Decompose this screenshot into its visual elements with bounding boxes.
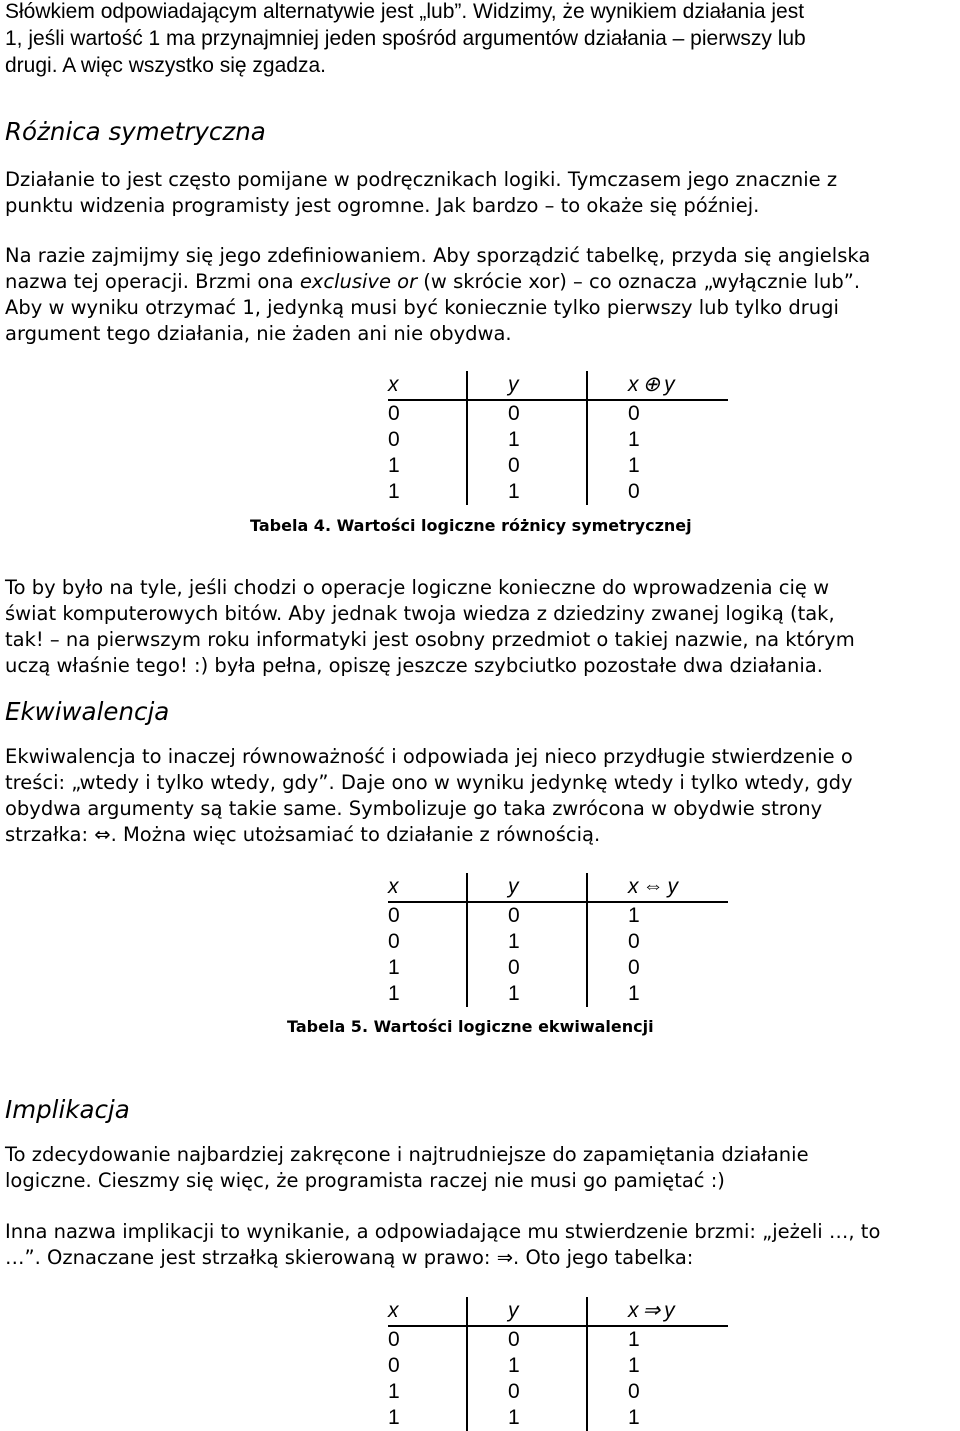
text-line: To by było na tyle, jeśli chodzi o operacje logiczne konieczne do wprowadzenia cię w [5, 576, 830, 599]
equivalence-symbol: ⇔ [642, 875, 664, 898]
xor-paragraph-1 [5, 167, 955, 219]
table-cell: 0 [467, 1379, 587, 1405]
text-line: argument tego działania, nie żaden ani nie obydwa. [5, 322, 512, 345]
header-part: x [628, 373, 639, 396]
text-line: świat komputerowych bitów. Aby jednak twoja wiedza z dziedziny zwanej logiką (tak, [5, 602, 835, 625]
table-cell: 0 [628, 480, 640, 503]
section-heading-xor: Różnica symetryczna [5, 117, 266, 146]
text-span: . Oto jego tabelka: [513, 1246, 694, 1269]
table-cell: 0 [467, 400, 587, 427]
text-span: nazwa tej operacji. Brzmi ona [5, 270, 300, 293]
table-cell: 1 [388, 981, 467, 1007]
table-row [388, 400, 728, 427]
text-emphasis: exclusive or [299, 270, 418, 293]
table-header-row [388, 1297, 728, 1326]
truth-table-xor [388, 371, 728, 505]
table-row [388, 479, 728, 505]
text-line: To zdecydowanie najbardziej zakręcone i najtrudniejsze do zapamiętania działanie [5, 1143, 809, 1166]
table-cell: 1 [388, 453, 467, 479]
text-line: obydwa argumenty są takie same. Symbolizuje go taka zwrócona w obydwie strony [5, 797, 823, 820]
section-heading-equivalence: Ekwiwalencja [5, 697, 170, 726]
table-cell: 1 [628, 428, 640, 451]
column-header-x: x [388, 371, 467, 400]
equivalence-paragraph [5, 744, 955, 848]
table-cell: 1 [628, 1328, 640, 1351]
table-cell: 1 [628, 1406, 640, 1429]
table-cell: 1 [467, 1353, 587, 1379]
xor-symbol: ⊕ [642, 373, 661, 396]
column-header-result [587, 1297, 728, 1326]
text-line: Ekwiwalencja to inaczej równoważność i odpowiada jej nieco przydługie stwierdzenie o [5, 745, 853, 768]
section-heading-implication: Implikacja [5, 1095, 130, 1124]
table-cell: 0 [388, 1326, 467, 1353]
column-header-result [587, 371, 728, 400]
text-span: (w skrócie xor) – co oznacza „wyłącznie lub”. [417, 270, 861, 293]
implication-symbol: ⇒ [496, 1246, 514, 1269]
table-caption-4: Tabela 4. Wartości logiczne różnicy symetrycznej [250, 516, 692, 535]
table-cell: 1 [467, 929, 587, 955]
header-part: y [667, 875, 678, 898]
header-part: x [628, 875, 639, 898]
table-cell: 1 [628, 904, 640, 927]
table-row [388, 1353, 728, 1379]
table-row [388, 1405, 728, 1431]
table-cell: 1 [467, 427, 587, 453]
text-line: logiczne. Cieszmy się więc, że programista raczej nie musi go pamiętać :) [5, 1169, 725, 1192]
column-header-y: y [467, 371, 587, 400]
truth-table-implication [388, 1297, 728, 1431]
intro-line: drugi. A więc wszystko się zgadza. [5, 54, 326, 77]
table-cell: 0 [628, 402, 640, 425]
truth-table-equivalence [388, 873, 728, 1007]
table-cell: 0 [467, 1326, 587, 1353]
implication-paragraph-1 [5, 1142, 955, 1194]
table-cell: 1 [388, 1405, 467, 1431]
table-cell: 1 [467, 1405, 587, 1431]
table-row [388, 902, 728, 929]
implication-paragraph-2 [5, 1219, 955, 1271]
text-line: Działanie to jest często pomijane w podręcznikach logiki. Tymczasem jego znacznie z [5, 168, 838, 191]
text-line: punktu widzenia programisty jest ogromne. Jak bardzo – to okaże się później. [5, 194, 760, 217]
text-line: Na razie zajmijmy się jego zdefiniowaniem. Aby sporządzić tabelkę, przyda się angielska [5, 244, 871, 267]
text-line: Aby w wyniku otrzymać 1, jedynką musi być koniecznie tylko pierwszy lub tylko drugi [5, 296, 839, 319]
text-line [5, 269, 955, 295]
text-span: …”. Oznaczane jest strzałką skierowaną w prawo: [5, 1246, 497, 1269]
table-cell: 1 [467, 981, 587, 1007]
table-row [388, 955, 728, 981]
header-part: y [664, 1299, 675, 1322]
table-row [388, 427, 728, 453]
text-line: treści: „wtedy i tylko wtedy, gdy”. Daje ono w wyniku jedynkę wtedy i tylko wtedy, gdy [5, 771, 853, 794]
table-cell: 1 [388, 1379, 467, 1405]
table-cell: 1 [628, 454, 640, 477]
table-cell: 0 [388, 902, 467, 929]
table-cell: 0 [467, 902, 587, 929]
column-header-y: y [467, 873, 587, 902]
header-part: x [628, 1299, 639, 1322]
column-header-y: y [467, 1297, 587, 1326]
table-cell: 0 [628, 956, 640, 979]
xor-paragraph-2 [5, 243, 955, 347]
table-cell: 1 [388, 479, 467, 505]
text-line: uczą właśnie tego! :) była pełna, opiszę jeszcze szybciutko pozostałe dwa działania. [5, 654, 823, 677]
intro-line: 1, jeśli wartość 1 ma przynajmniej jeden spośród argumentów działania – pierwszy lub [5, 27, 806, 50]
table-cell: 0 [388, 929, 467, 955]
table-cell: 0 [388, 400, 467, 427]
table-cell: 0 [467, 453, 587, 479]
table-cell: 0 [388, 427, 467, 453]
text-line: Inna nazwa implikacji to wynikanie, a odpowiadające mu stwierdzenie brzmi: „jeżeli …, to [5, 1220, 881, 1243]
text-span: strzałka: [5, 823, 95, 846]
table-cell: 1 [628, 982, 640, 1005]
table-cell: 0 [467, 955, 587, 981]
table-cell: 1 [467, 479, 587, 505]
column-header-x: x [388, 1297, 467, 1326]
column-header-x: x [388, 873, 467, 902]
table-cell: 1 [628, 1354, 640, 1377]
intro-line: Słówkiem odpowiadającym alternatywie jest „lub”. Widzimy, że wynikiem działania jest [5, 0, 805, 23]
text-line [5, 1245, 955, 1271]
table-row [388, 1326, 728, 1353]
text-span: . Można więc utożsamiać to działanie z równością. [110, 823, 601, 846]
table-cell: 0 [628, 1380, 640, 1403]
table-row [388, 929, 728, 955]
equivalence-symbol: ⇔ [94, 823, 111, 846]
table-caption-5: Tabela 5. Wartości logiczne ekwiwalencji [287, 1017, 654, 1036]
header-part: y [664, 373, 675, 396]
xor-paragraph-3 [5, 575, 955, 679]
text-line: tak! – na pierwszym roku informatyki jest osobny przedmiot o takiej nazwie, na którym [5, 628, 855, 651]
intro-paragraph [5, 0, 955, 79]
table-header-row [388, 873, 728, 902]
table-cell: 1 [388, 955, 467, 981]
table-row [388, 453, 728, 479]
table-cell: 0 [388, 1353, 467, 1379]
table-row [388, 1379, 728, 1405]
column-header-result [587, 873, 728, 902]
table-cell: 0 [628, 930, 640, 953]
table-row [388, 981, 728, 1007]
table-header-row [388, 371, 728, 400]
text-line [5, 822, 955, 848]
implication-symbol: ⇒ [642, 1299, 661, 1322]
